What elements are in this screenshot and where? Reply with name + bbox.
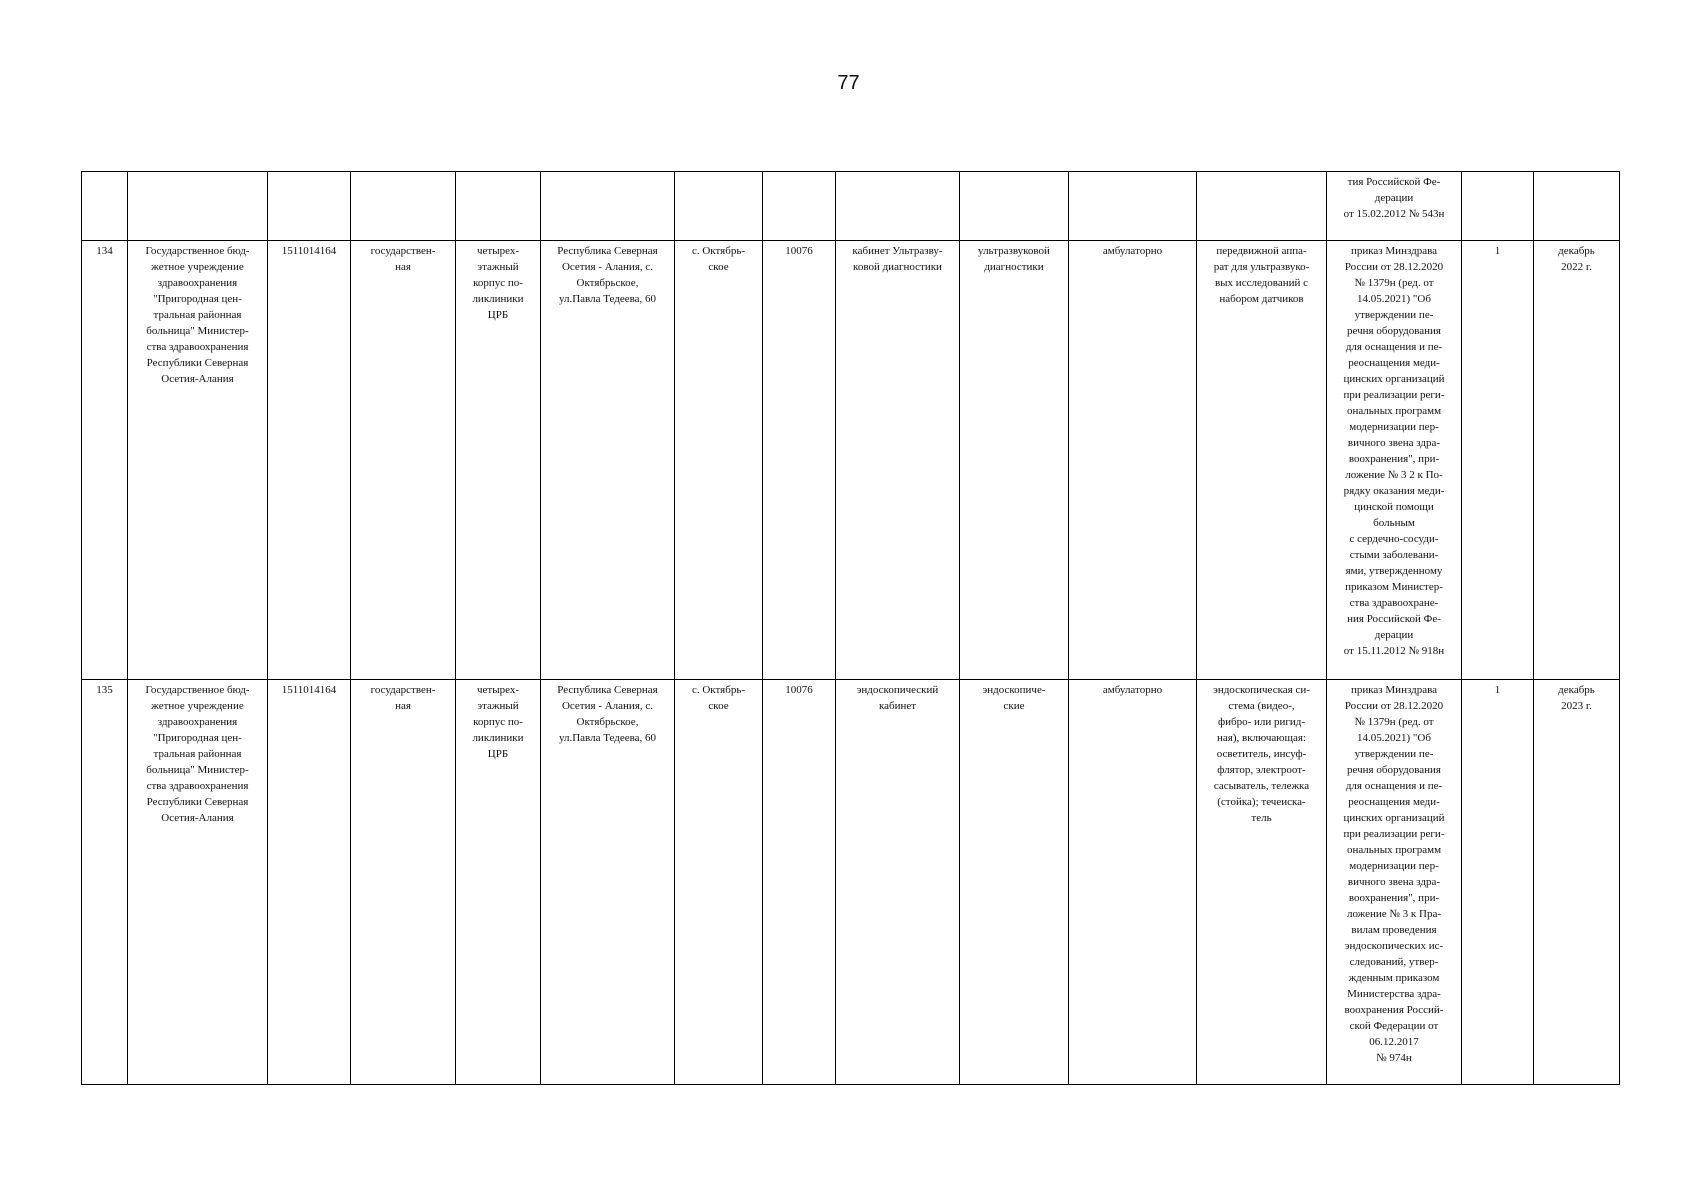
cell-code: 10076 — [763, 680, 836, 1085]
cell-quantity — [1462, 172, 1534, 241]
cell-room: эндоскопический кабинет — [836, 680, 960, 1085]
cell-ownership: государствен- ная — [351, 241, 456, 680]
cell-code — [763, 172, 836, 241]
cell-condition: амбулаторно — [1069, 241, 1197, 680]
cell-code: 10076 — [763, 241, 836, 680]
cell-org — [128, 172, 268, 241]
cell-ownership: государствен- ная — [351, 680, 456, 1085]
cell-num — [82, 172, 128, 241]
cell-profile: эндоскопиче- ские — [960, 680, 1069, 1085]
cell-building: четырех- этажный корпус по- ликлиники ЦРБ — [456, 241, 541, 680]
cell-order: приказ Минздрава России от 28.12.2020 № 1379н (ред. от 14.05.2021) "Об утверждении пе- речня оборудования для оснащения и пе- реоснащения меди- цинских организаций при реализации реги- ональных программ модернизации пер- вичного звена здра- воохранения", при- ложение № 3 к Пра- вилам проведения эндоскопических ис- следований, утвер- жденным приказом Министерства здра- воохранения Россий- ской Федерации от 06.12.2017 № 974н — [1327, 680, 1462, 1085]
cell-org: Государственное бюд- жетное учреждение здравоохранения "Пригородная цен- тральная районная больница" Министер- ства здравоохранения Республики Северная Осетия-Алания — [128, 680, 268, 1085]
cell-date — [1534, 172, 1620, 241]
cell-inn — [268, 172, 351, 241]
cell-room: кабинет Ультразву- ковой диагностики — [836, 241, 960, 680]
cell-order: приказ Минздрава России от 28.12.2020 № 1379н (ред. от 14.05.2021) "Об утверждении пе- речня оборудования для оснащения и пе- реоснащения меди- цинских организаций при реализации реги- ональных программ модернизации пер- вичного звена здра- воохранения", при- ложение № 3 2 к По- рядку оказания меди- цинской помощи больным с сердечно-сосуди- стыми заболевани- ями, утвержденному приказом Министер- ства здравоохране- ния Российской Фе- дерации от 15.11.2012 № 918н — [1327, 241, 1462, 680]
cell-address: Республика Северная Осетия - Алания, с. Октябрьское, ул.Павла Тедеева, 60 — [541, 241, 675, 680]
cell-org: Государственное бюд- жетное учреждение здравоохранения "Пригородная цен- тральная районная больница" Министер- ства здравоохранения Республики Северная Осетия-Алания — [128, 241, 268, 680]
cell-condition — [1069, 172, 1197, 241]
cell-ownership — [351, 172, 456, 241]
cell-quantity: 1 — [1462, 680, 1534, 1085]
cell-locality: с. Октябрь- ское — [675, 241, 763, 680]
cell-equipment: эндоскопическая си- стема (видео-, фибро- или ригид- ная), включающая: осветитель, инсуф- флятор, электроот- сасыватель, тележка (стойка); течеиска- тель — [1197, 680, 1327, 1085]
cell-num: 134 — [82, 241, 128, 680]
cell-building: четырех- этажный корпус по- ликлиники ЦРБ — [456, 680, 541, 1085]
cell-inn: 1511014164 — [268, 241, 351, 680]
cell-condition: амбулаторно — [1069, 680, 1197, 1085]
cell-inn: 1511014164 — [268, 680, 351, 1085]
cell-date: декабрь 2022 г. — [1534, 241, 1620, 680]
continuation-row — [82, 172, 1620, 241]
cell-equipment — [1197, 172, 1327, 241]
cell-building — [456, 172, 541, 241]
table-row — [82, 680, 1620, 1085]
table-row — [82, 241, 1620, 680]
cell-profile — [960, 172, 1069, 241]
cell-address: Республика Северная Осетия - Алания, с. Октябрьское, ул.Павла Тедеева, 60 — [541, 680, 675, 1085]
cell-equipment: передвижной аппа- рат для ультразвуко- вых исследований с набором датчиков — [1197, 241, 1327, 680]
cell-num: 135 — [82, 680, 128, 1085]
cell-locality — [675, 172, 763, 241]
cell-address — [541, 172, 675, 241]
cell-room — [836, 172, 960, 241]
page-number: 77 — [837, 72, 860, 94]
cell-quantity: 1 — [1462, 241, 1534, 680]
equipment-registry-table — [81, 171, 1620, 1085]
cell-date: декабрь 2023 г. — [1534, 680, 1620, 1085]
cell-order: тия Российской Фе- дерации от 15.02.2012 № 543н — [1327, 172, 1462, 241]
cell-profile: ультразвуковой диагностики — [960, 241, 1069, 680]
cell-locality: с. Октябрь- ское — [675, 680, 763, 1085]
